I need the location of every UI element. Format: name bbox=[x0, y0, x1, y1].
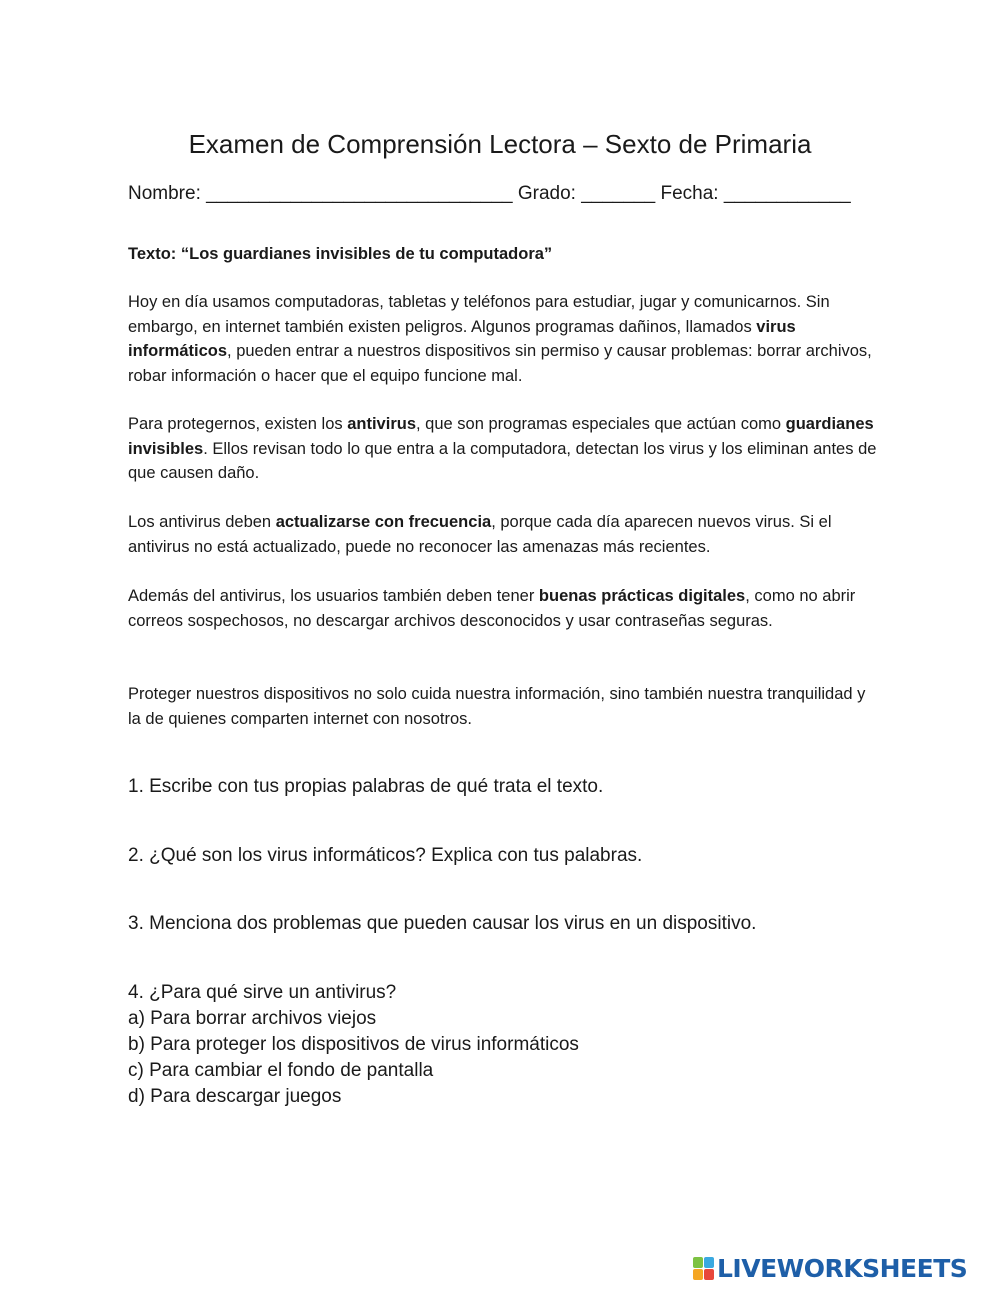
option-d[interactable]: d) Para descargar juegos bbox=[128, 1086, 342, 1107]
page-title: Examen de Comprensión Lectora – Sexto de Primaria bbox=[188, 129, 812, 159]
logo-text: LIVEWORKSHEETS bbox=[717, 1254, 968, 1283]
question-2: 2. ¿Qué son los virus informáticos? Explica con tus palabras. bbox=[128, 845, 643, 866]
question-3: 3. Menciona dos problemas que pueden causar los virus en un dispositivo. bbox=[128, 913, 757, 934]
logo-mark-icon bbox=[693, 1257, 715, 1281]
paragraph-1: Hoy en día usamos computadoras, tabletas y teléfonos para estudiar, jugar y comunicarnos. Sin embargo, en internet también existen peligros. Algunos programas dañinos, llamados virus informáticos, pueden entrar a nuestros dispositivos sin permiso y causar problemas: borrar archivos, robar información o hacer que el equipo funcione mal. bbox=[128, 293, 872, 385]
reading-title: Texto: “Los guardianes invisibles de tu computadora” bbox=[128, 245, 553, 263]
paragraph-2: Para protegernos, existen los antivirus, que son programas especiales que actúan como guardianes invisibles. Ellos revisan todo lo que entra a la computadora, detectan los virus y los eliminan antes de que causen daño. bbox=[128, 415, 877, 482]
student-info-line: Nombre: _____________________________ Grado: _______ Fecha: ____________ bbox=[128, 183, 851, 204]
question-1: 1. Escribe con tus propias palabras de qué trata el texto. bbox=[128, 776, 604, 797]
paragraph-5: Proteger nuestros dispositivos no solo cuida nuestra información, sino también nuestra tranquilidad y la de quienes comparten internet con nosotros. bbox=[128, 685, 866, 728]
option-c[interactable]: c) Para cambiar el fondo de pantalla bbox=[128, 1060, 434, 1081]
question-4-block bbox=[128, 980, 579, 1110]
liveworksheets-logo bbox=[693, 1254, 967, 1284]
paragraph-3: Los antivirus deben actualizarse con frecuencia, porque cada día aparecen nuevos virus. Si el antivirus no está actualizado, puede no reconocer las amenazas más recientes. bbox=[128, 513, 832, 556]
option-b[interactable]: b) Para proteger los dispositivos de virus informáticos bbox=[128, 1034, 579, 1055]
question-4: 4. ¿Para qué sirve un antivirus? bbox=[128, 982, 397, 1003]
option-a[interactable]: a) Para borrar archivos viejos bbox=[128, 1008, 377, 1029]
paragraph-4: Además del antivirus, los usuarios también deben tener buenas prácticas digitales, como no abrir correos sospechosos, no descargar archivos desconocidos y usar contraseñas seguras. bbox=[128, 587, 856, 630]
